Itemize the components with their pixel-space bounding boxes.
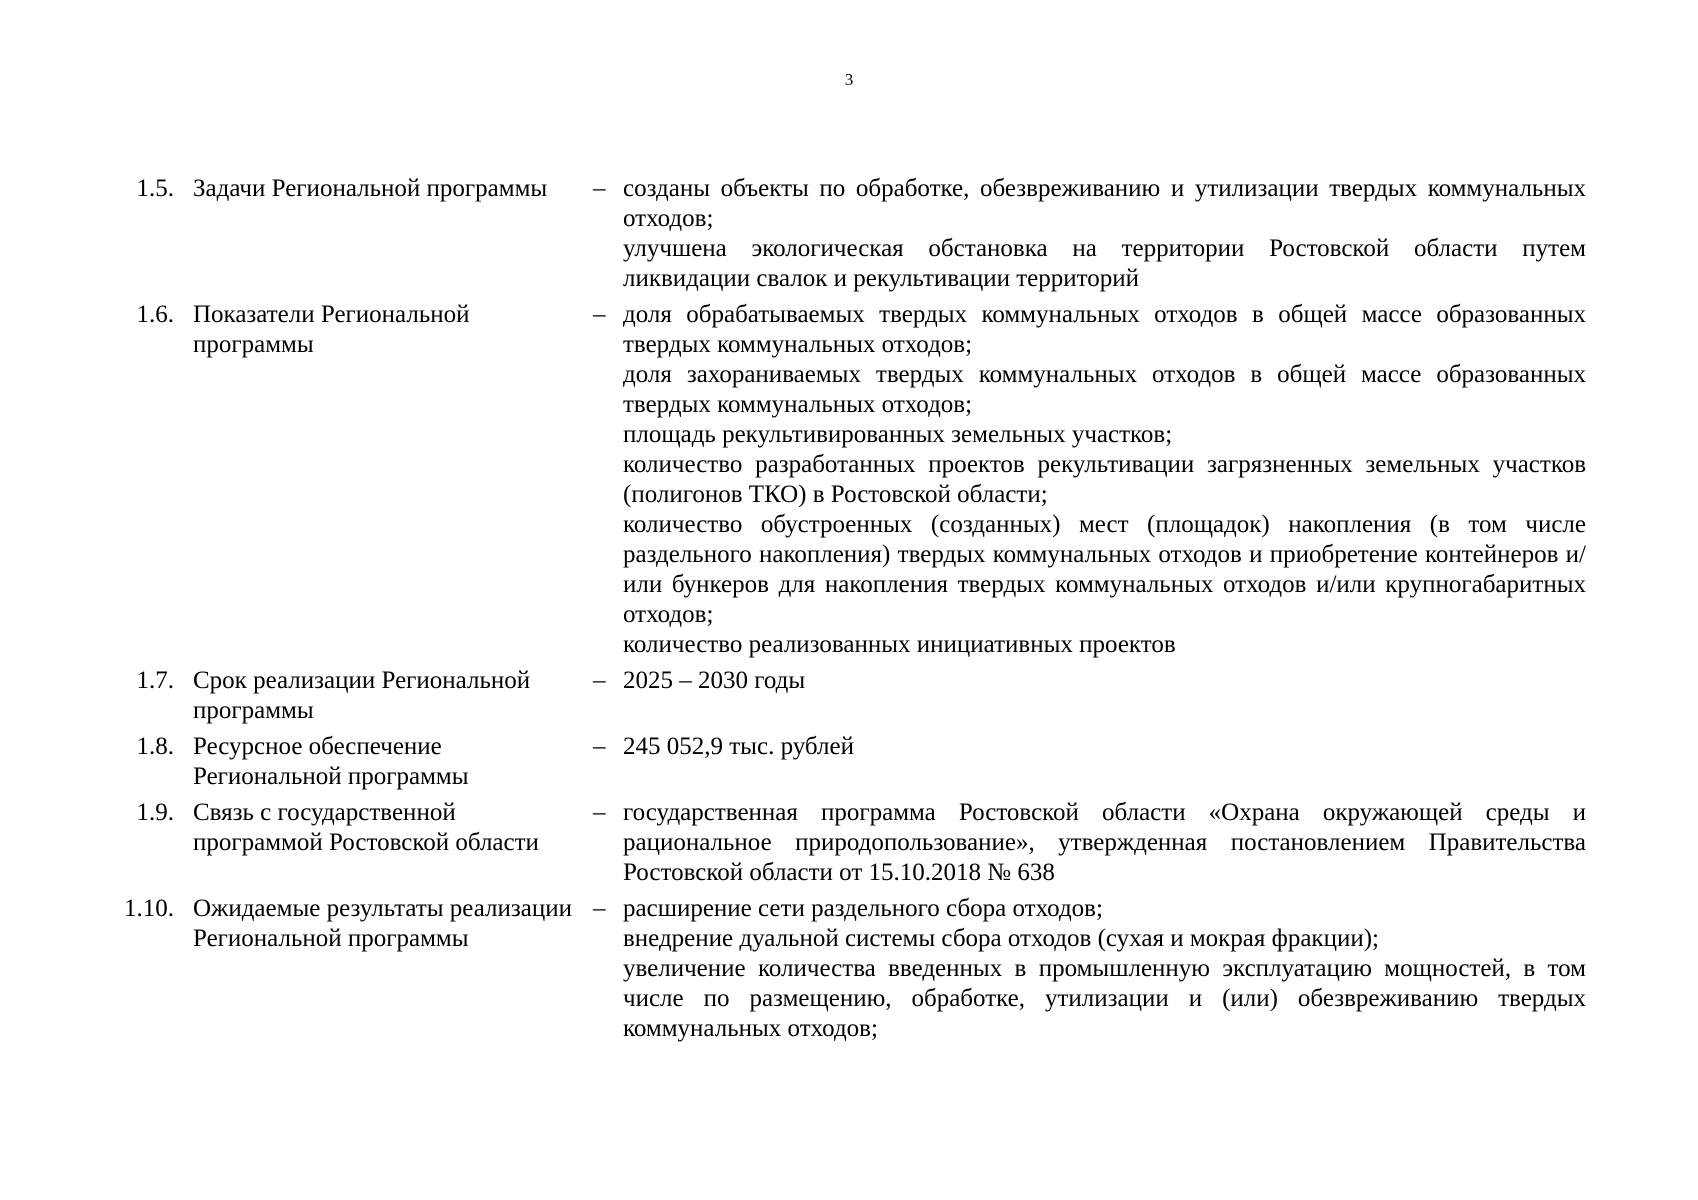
row-label: Показатели Региональной программы — [193, 301, 470, 358]
dash-separator: – — [593, 733, 606, 760]
row-content — [623, 300, 1586, 660]
row-content — [623, 798, 1586, 888]
dash-separator: – — [593, 301, 606, 328]
content-item: увеличение количества введенных в промышленную эксплуатацию мощностей, в том числе по размещению, обработке, утилизации и (или) обезвреживанию твердых коммунальных отходов; — [623, 955, 1586, 1042]
dash-separator: – — [593, 175, 606, 202]
dash-separator: – — [593, 799, 606, 826]
dash-separator: – — [593, 895, 606, 922]
row-label: Срок реализации Региональной программы — [193, 667, 531, 724]
passport-row-1-10 — [120, 894, 1587, 1044]
passport-row-1-8 — [120, 732, 1587, 792]
passport-row-1-6 — [120, 300, 1587, 660]
row-label: Ожидаемые результаты реализации Региональной программы — [193, 895, 572, 952]
content-item: количество обустроенных (созданных) мест (площадок) накопления (в том числе раздельного накопления) твердых коммунальных отходов и приобретение контейнеров и/или бункеров для накопления твердых коммунальных отходов и/или крупногабаритных отходов; — [623, 511, 1586, 628]
passport-row-1-5 — [120, 174, 1587, 294]
content-item: количество разработанных проектов рекультивации загрязненных земельных участков (полигонов ТКО) в Ростовской области; — [623, 451, 1586, 508]
row-number: 1.6. — [136, 301, 174, 328]
content-item: площадь рекультивированных земельных участков; — [623, 421, 1173, 448]
content-item: государственная программа Ростовской области «Охрана окружающей среды и рациональное природопользование», утвержденная постановлением Правительства Ростовской области от 15.10.2018 № 638 — [623, 799, 1586, 886]
program-passport-table — [120, 174, 1587, 1044]
content-item: созданы объекты по обработке, обезвреживанию и утилизации твердых коммунальных отходов; — [623, 175, 1586, 232]
page-number: 3 — [844, 70, 854, 89]
content-item: 2025 – 2030 годы — [623, 667, 806, 694]
row-content — [623, 174, 1586, 294]
content-item: улучшена экологическая обстановка на территории Ростовской области путем ликвидации свалок и рекультивации территорий — [623, 235, 1586, 292]
content-item: количество реализованных инициативных проектов — [623, 631, 1176, 658]
row-label: Ресурсное обеспечение Региональной программы — [193, 733, 469, 790]
row-number: 1.9. — [136, 799, 174, 826]
row-number: 1.7. — [136, 667, 174, 694]
content-item: доля обрабатываемых твердых коммунальных отходов в общей массе образованных твердых коммунальных отходов; — [623, 301, 1586, 358]
row-content — [623, 894, 1586, 1044]
passport-row-1-7 — [120, 666, 1587, 726]
row-label: Связь с государственной программой Ростовской области — [193, 799, 539, 856]
row-number: 1.8. — [136, 733, 174, 760]
content-item: расширение сети раздельного сбора отходов; — [623, 895, 1103, 922]
passport-row-1-9 — [120, 798, 1587, 888]
row-number: 1.10. — [124, 895, 174, 922]
dash-separator: – — [593, 667, 606, 694]
row-content — [623, 732, 1586, 762]
content-item: доля захораниваемых твердых коммунальных отходов в общей массе образованных твердых коммунальных отходов; — [623, 361, 1586, 418]
row-number: 1.5. — [136, 175, 174, 202]
content-item: внедрение дуальной системы сбора отходов (сухая и мокрая фракции); — [623, 925, 1379, 952]
row-label: Задачи Региональной программы — [193, 175, 548, 202]
row-content — [623, 666, 1586, 696]
content-item: 245 052,9 тыс. рублей — [623, 733, 854, 760]
